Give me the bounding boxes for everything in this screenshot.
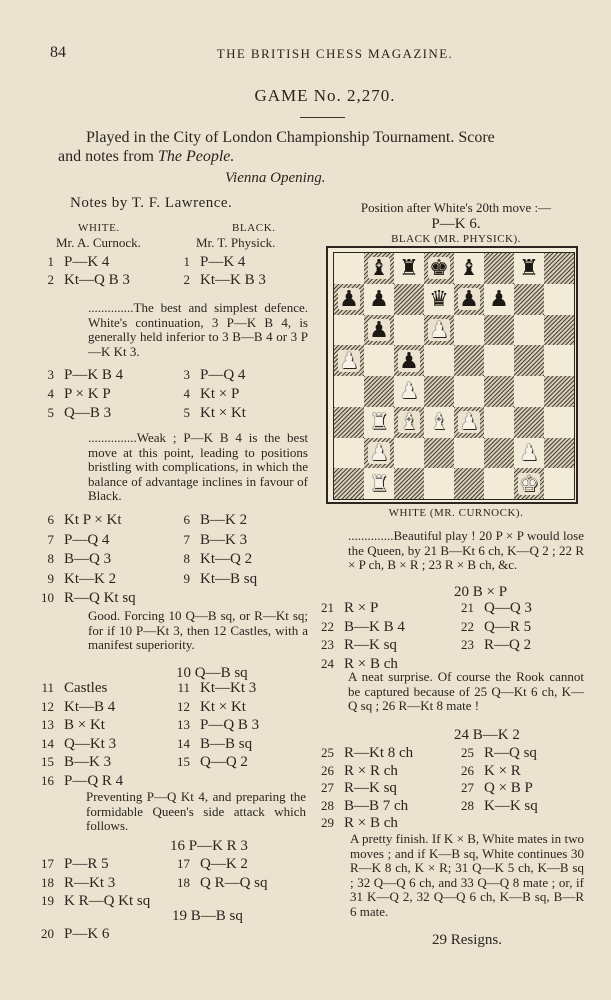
board-square — [334, 468, 364, 499]
move-number: 9 — [183, 570, 190, 586]
white-move: B—B 7 ch — [344, 797, 409, 814]
opening-name: Vienna Opening. — [225, 170, 326, 186]
move-number: 27 — [461, 780, 474, 795]
board-square — [424, 468, 454, 499]
move-10-black: 10 Q—B sq — [176, 665, 248, 681]
move-number: 1 — [183, 254, 190, 269]
black-move: Kt—Kt 3 — [200, 680, 257, 696]
white-pawn-icon: ♟ — [519, 439, 539, 465]
note-move-10: Good. Forcing 10 Q—B sq, or R—Kt sq; for if 10 P—Kt 3, then 12 Castles, with a manifest superiority. — [88, 608, 308, 653]
board-square — [544, 253, 574, 284]
move-number: 26 — [321, 762, 334, 778]
white-move: P—Q 4 — [64, 531, 110, 548]
board-square — [364, 407, 394, 438]
move-number: 18 — [177, 874, 190, 890]
black-move: B—B sq — [200, 735, 253, 752]
board-square — [514, 284, 544, 315]
move-number: 3 — [183, 367, 190, 382]
black-label: BLACK. — [232, 222, 276, 234]
board-square — [544, 376, 574, 407]
white-move: P—K 6 — [64, 926, 110, 942]
move-row — [34, 680, 107, 697]
move-16-black: 16 P—K R 3 — [170, 838, 248, 854]
move-row — [314, 763, 398, 780]
black-move: Q—R 5 — [484, 618, 532, 635]
board-white-player: WHITE (MR. CURNOCK). — [388, 507, 524, 519]
move-number: 7 — [47, 531, 54, 547]
move-row — [314, 619, 405, 636]
black-move: Kt × Kt — [200, 405, 246, 421]
white-move: P—Q R 4 — [64, 772, 124, 789]
note-move-29: A pretty finish. If K × B, White mates in two moves ; and if K—B sq, White continues 30 R—K 8 ch, K × R; 31 Q—K 5 ch, K—B sq ; 32 Q—Q 6 ch, and 33 Q—Q 8 mate ; or, if 31 K—Q 2, 32 Q—Q 6 ch, K—B sq, B—R 6 mate. — [350, 831, 584, 919]
white-pawn-icon: ♟ — [459, 409, 479, 435]
board-square — [484, 376, 514, 407]
move-number: 12 — [177, 698, 190, 714]
board-square — [514, 345, 544, 376]
board-square — [334, 315, 364, 346]
move-row-black — [454, 763, 521, 780]
black-move: R—Q sq — [484, 745, 537, 761]
board-black-player: BLACK (MR. PHYSICK). — [391, 233, 521, 245]
board-square — [424, 345, 454, 376]
black-move: Q R—Q sq — [200, 874, 268, 891]
black-player: Mr. T. Physick. — [196, 235, 276, 250]
board-square — [394, 345, 424, 376]
move-number: 24 — [321, 655, 334, 671]
move-number: 28 — [321, 797, 334, 813]
white-move: B—Q 3 — [64, 551, 112, 567]
white-move: R—Kt 3 — [64, 874, 116, 891]
move-number: 10 — [41, 590, 54, 605]
move-20-white — [34, 926, 109, 943]
note-move-5: ...............Weak ; P—K B 4 is the best move at this point, leading to positions bristling with complications, in which the balance of advantage inclines in favour of Black. — [88, 430, 308, 504]
move-row-black — [170, 680, 256, 697]
move-number: 20 — [41, 926, 54, 941]
move-number: 11 — [41, 680, 54, 695]
board-square — [364, 468, 394, 499]
board-square — [364, 284, 394, 315]
move-number: 22 — [321, 618, 334, 634]
white-move: R × P — [344, 600, 379, 616]
black-pawn-icon: ♟ — [369, 286, 389, 312]
page-number: 84 — [50, 44, 66, 61]
move-number: 6 — [47, 512, 54, 527]
white-move: K R—Q Kt sq — [64, 893, 151, 909]
move-number: 11 — [177, 680, 190, 695]
board-square — [544, 468, 574, 499]
white-pawn-icon: ♟ — [339, 347, 359, 373]
black-pawn-icon: ♟ — [459, 286, 479, 312]
white-move: P—K B 4 — [64, 367, 124, 383]
black-pawn-icon: ♟ — [399, 347, 419, 373]
board-square — [334, 438, 364, 469]
board-square — [454, 253, 484, 284]
intro-paragraph — [58, 128, 598, 166]
black-move: Kt—B sq — [200, 570, 258, 587]
move-row-black — [170, 571, 257, 588]
running-title: THE BRITISH CHESS MAGAZINE. — [216, 46, 454, 61]
board-square — [484, 253, 514, 284]
note-move-2: ..............The best and simplest defence. White's continuation, 3 P—K B 4, is generally held inferior to 3 B—B 4 or 3 P—K Kt 3. — [88, 300, 308, 359]
move-row — [34, 717, 105, 734]
move-number: 15 — [177, 754, 190, 769]
black-move: Kt × Kt — [200, 698, 246, 715]
board-square — [484, 284, 514, 315]
move-row-black — [170, 699, 246, 716]
white-pawn-icon: ♟ — [399, 378, 419, 404]
board-square — [454, 407, 484, 438]
black-move: Kt—K B 3 — [200, 272, 266, 288]
board-square — [484, 438, 514, 469]
move-row — [314, 798, 408, 815]
board-square — [394, 438, 424, 469]
move-row — [34, 571, 116, 588]
move-number: 17 — [41, 856, 54, 871]
move-row-black — [454, 600, 532, 617]
move-row — [314, 780, 397, 797]
move-row — [34, 405, 111, 422]
move-row — [34, 773, 123, 790]
move-number: 17 — [177, 856, 190, 871]
board-square — [424, 284, 454, 315]
move-number: 22 — [461, 618, 474, 634]
move-19-black: 19 B—B sq — [172, 908, 243, 924]
move-number: 13 — [177, 717, 190, 732]
move-row-black — [454, 637, 531, 654]
board-square — [514, 315, 544, 346]
black-queen-icon: ♛ — [429, 286, 449, 312]
note-move-20: ..............Beautiful play ! 20 P × P would lose the Queen, by 21 B—Kt 6 ch, K—Q 2 ; 22 R × P ch, B × R ; 23 R × B ch, &c. — [348, 528, 584, 573]
move-number: 9 — [47, 570, 54, 586]
move-row — [34, 875, 115, 892]
white-move: Kt—B 4 — [64, 698, 116, 715]
board-square — [454, 315, 484, 346]
white-player: Mr. A. Curnock. — [56, 235, 141, 250]
white-move: P—K 4 — [64, 254, 110, 270]
board-square — [364, 253, 394, 284]
move-row — [34, 532, 109, 549]
move-row-black — [454, 745, 537, 762]
move-number: 27 — [321, 780, 334, 795]
chess-board — [333, 252, 575, 500]
black-move: Q—K 2 — [200, 856, 248, 872]
move-number: 2 — [47, 272, 54, 287]
move-number: 2 — [183, 272, 190, 287]
move-row — [34, 893, 150, 910]
board-square — [484, 407, 514, 438]
move-row — [34, 272, 130, 289]
board-square — [334, 345, 364, 376]
white-move: R—K sq — [344, 780, 397, 796]
intro-line-1: Played in the City of London Championship Tournament. Score — [86, 129, 495, 146]
black-move: B—K 3 — [200, 531, 248, 548]
move-row-black — [454, 780, 533, 797]
move-number: 6 — [183, 512, 190, 527]
move-number: 13 — [41, 717, 54, 732]
black-rook-icon: ♜ — [519, 255, 539, 281]
white-move: Kt—K 2 — [64, 570, 117, 587]
black-rook-icon: ♜ — [399, 255, 419, 281]
move-number: 8 — [183, 551, 190, 566]
move-row-black — [170, 717, 259, 734]
board-square — [544, 345, 574, 376]
move-row — [34, 699, 115, 716]
move-20-black: 20 B × P — [454, 584, 508, 600]
board-square — [514, 468, 544, 499]
move-row-black — [170, 386, 239, 403]
white-bishop-icon: ♝ — [399, 409, 419, 435]
move-number: 14 — [41, 735, 54, 751]
move-row — [34, 367, 123, 384]
move-row — [314, 637, 397, 654]
move-row-black — [170, 512, 247, 529]
white-rook-icon: ♜ — [369, 409, 389, 435]
black-move: K × R — [484, 762, 521, 779]
black-pawn-icon: ♟ — [339, 286, 359, 312]
board-square — [514, 253, 544, 284]
board-square — [334, 376, 364, 407]
white-bishop-icon: ♝ — [429, 409, 449, 435]
position-caption: Position after White's 20th move :— — [360, 200, 552, 215]
white-move: R—Kt 8 ch — [344, 745, 414, 761]
board-square — [454, 284, 484, 315]
black-move: Kt × P — [200, 386, 240, 402]
black-move: P—K 4 — [200, 254, 246, 270]
move-number: 23 — [321, 637, 334, 652]
title-rule — [300, 117, 345, 118]
board-square — [544, 284, 574, 315]
board-square — [364, 376, 394, 407]
white-move: B—K B 4 — [344, 618, 405, 635]
game-title: GAME No. 2,270. — [254, 86, 396, 105]
board-square — [454, 345, 484, 376]
white-label: WHITE. — [78, 222, 120, 234]
black-move: R—Q 2 — [484, 637, 532, 653]
move-row-black — [170, 875, 268, 892]
board-square — [424, 315, 454, 346]
move-number: 16 — [41, 772, 54, 788]
board-square — [394, 315, 424, 346]
board-square — [484, 468, 514, 499]
black-move: Q—Q 2 — [200, 754, 248, 770]
white-move: Q—B 3 — [64, 405, 112, 421]
black-move: B—K 2 — [200, 512, 248, 528]
white-move: R—K sq — [344, 637, 397, 653]
move-number: 15 — [41, 754, 54, 769]
move-number: 19 — [41, 893, 54, 908]
board-square — [364, 315, 394, 346]
move-row-black — [170, 405, 246, 422]
move-row — [34, 512, 122, 529]
white-rook-icon: ♜ — [369, 470, 389, 496]
board-square — [424, 376, 454, 407]
board-square — [484, 315, 514, 346]
move-row — [314, 745, 413, 762]
board-square — [454, 376, 484, 407]
move-row — [34, 856, 109, 873]
board-square — [394, 253, 424, 284]
move-number: 3 — [47, 367, 54, 382]
move-number: 28 — [461, 797, 474, 813]
board-square — [364, 345, 394, 376]
move-row — [34, 754, 111, 771]
notes-by: Notes by T. F. Lawrence. — [70, 195, 233, 211]
white-king-icon: ♚ — [519, 470, 539, 496]
black-king-icon: ♚ — [429, 255, 449, 281]
black-move: Q × B P — [484, 780, 533, 796]
move-row-black — [170, 551, 252, 568]
white-move: R—Q Kt sq — [64, 590, 136, 606]
white-move: B × Kt — [64, 717, 105, 733]
board-square — [454, 468, 484, 499]
board-square — [364, 438, 394, 469]
intro-line-2 — [58, 147, 598, 166]
board-square — [394, 407, 424, 438]
move-number: 7 — [183, 531, 190, 547]
move-row-black — [170, 254, 245, 271]
board-square — [424, 407, 454, 438]
white-move: R × B ch — [344, 815, 398, 831]
move-number: 25 — [461, 745, 474, 760]
board-square — [484, 345, 514, 376]
white-move: P × K P — [64, 386, 111, 402]
move-row-black — [170, 754, 248, 771]
white-move: R × B ch — [344, 655, 398, 672]
move-number: 26 — [461, 762, 474, 778]
white-move: Castles — [64, 680, 108, 696]
move-number: 23 — [461, 637, 474, 652]
board-square — [514, 438, 544, 469]
black-pawn-icon: ♟ — [369, 316, 389, 342]
move-row-black — [170, 272, 266, 289]
board-square — [334, 407, 364, 438]
move-number: 4 — [47, 386, 54, 401]
move-number: 5 — [183, 405, 190, 420]
board-square — [454, 438, 484, 469]
move-row — [34, 551, 111, 568]
move-row-black — [170, 856, 248, 873]
black-bishop-icon: ♝ — [459, 255, 479, 281]
white-move: Kt—Q B 3 — [64, 272, 130, 288]
move-row — [34, 386, 111, 403]
move-row-black — [170, 367, 245, 384]
move-row — [314, 600, 378, 617]
board-square — [334, 253, 364, 284]
board-square — [394, 468, 424, 499]
board-square — [394, 284, 424, 315]
move-row — [34, 736, 116, 753]
board-square — [514, 376, 544, 407]
move-number: 21 — [321, 600, 334, 615]
move-number: 21 — [461, 600, 474, 615]
note-move-16: Preventing P—Q Kt 4, and preparing the formidable Queen's side attack which follows. — [86, 789, 306, 834]
white-move: P—R 5 — [64, 856, 109, 872]
board-square — [544, 407, 574, 438]
board-square — [544, 438, 574, 469]
white-move: B—K 3 — [64, 754, 112, 770]
intro-line-2-prefix: and notes from — [58, 148, 158, 165]
move-number: 14 — [177, 735, 190, 751]
board-square — [424, 253, 454, 284]
move-row — [34, 254, 109, 271]
intro-source: The People. — [157, 148, 235, 165]
black-move: Q—Q 3 — [484, 600, 532, 616]
move-24-black: 24 B—K 2 — [454, 727, 520, 743]
note-move-24: A neat surprise. Of course the Rook cannot be captured because of 25 Q—Kt 6 ch, K—Q sq ; 26 R—Kt 8 mate ! — [348, 669, 584, 714]
move-number: 5 — [47, 405, 54, 420]
board-square — [334, 284, 364, 315]
black-move: K—K sq — [484, 797, 538, 814]
board-square — [514, 407, 544, 438]
position-move: P—K 6. — [431, 216, 481, 232]
resigns: 29 Resigns. — [432, 932, 503, 948]
white-move: R × R ch — [344, 762, 398, 779]
board-square — [424, 438, 454, 469]
move-number: 1 — [47, 254, 54, 269]
white-move: Kt P × Kt — [64, 512, 122, 528]
move-number: 12 — [41, 698, 54, 714]
move-number: 29 — [321, 815, 334, 830]
board-square — [544, 315, 574, 346]
black-move: P—Q 4 — [200, 367, 246, 383]
black-move: P—Q B 3 — [200, 717, 260, 733]
black-move: Kt—Q 2 — [200, 551, 253, 567]
move-row-black — [170, 736, 252, 753]
move-number: 4 — [183, 386, 190, 401]
black-bishop-icon: ♝ — [369, 255, 389, 281]
white-pawn-icon: ♟ — [369, 439, 389, 465]
move-number: 8 — [47, 551, 54, 566]
move-row-black — [454, 798, 538, 815]
board-square — [394, 376, 424, 407]
move-row-black — [454, 619, 531, 636]
white-move: Q—Kt 3 — [64, 735, 117, 752]
move-row-black — [170, 532, 247, 549]
move-row — [34, 590, 136, 607]
move-number: 25 — [321, 745, 334, 760]
move-number: 18 — [41, 874, 54, 890]
black-pawn-icon: ♟ — [489, 286, 509, 312]
white-pawn-icon: ♟ — [429, 316, 449, 342]
move-row — [314, 815, 398, 832]
